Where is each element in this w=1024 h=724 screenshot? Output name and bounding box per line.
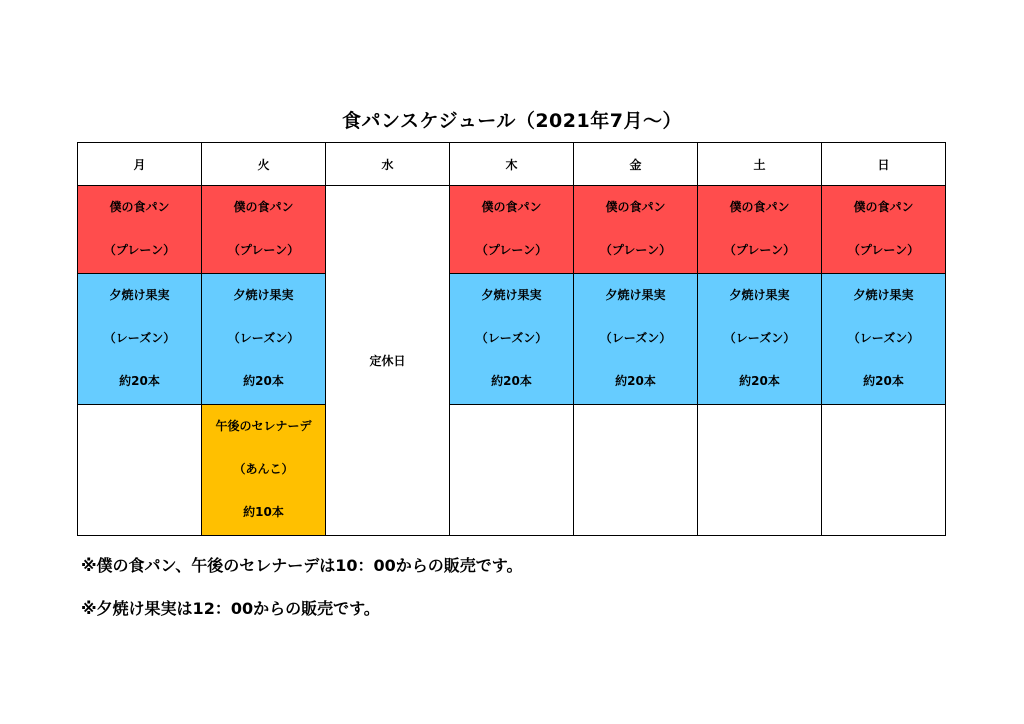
cell-fri-yuyake	[574, 274, 698, 405]
product-name: 夕焼け果実	[233, 288, 294, 302]
product-name: 僕の食パン	[481, 200, 542, 214]
product-count: 約20本	[243, 374, 284, 388]
product-variant: （レーズン）	[227, 331, 300, 345]
product-variant: （あんこ）	[233, 462, 294, 476]
product-variant: （レーズン）	[847, 331, 920, 345]
day-header-thu: 木	[450, 143, 574, 186]
product-name: 午後のセレナーデ	[215, 419, 312, 433]
product-count: 約10本	[243, 505, 284, 519]
product-name: 僕の食パン	[729, 200, 790, 214]
product-variant: （レーズン）	[475, 331, 548, 345]
cell-sun-empty	[822, 405, 946, 536]
product-variant: （プレーン）	[847, 243, 920, 257]
product-variant: （レーズン）	[723, 331, 796, 345]
product-name: 僕の食パン	[109, 200, 170, 214]
cell-tue-serenade	[202, 405, 326, 536]
day-header-tue: 火	[202, 143, 326, 186]
product-count: 約20本	[119, 374, 160, 388]
cell-sat-yuyake	[698, 274, 822, 405]
day-header-sun: 日	[822, 143, 946, 186]
cell-thu-empty	[450, 405, 574, 536]
product-variant: （プレーン）	[103, 243, 176, 257]
product-name: 夕焼け果実	[853, 288, 914, 302]
day-header-wed: 水	[326, 143, 450, 186]
product-name: 夕焼け果実	[481, 288, 542, 302]
cell-tue-yuyake	[202, 274, 326, 405]
product-name: 夕焼け果実	[109, 288, 170, 302]
table-row	[78, 405, 946, 536]
product-count: 約20本	[491, 374, 532, 388]
product-variant: （プレーン）	[599, 243, 672, 257]
table-row	[78, 186, 946, 274]
cell-sat-shokupan	[698, 186, 822, 274]
cell-thu-shokupan	[450, 186, 574, 274]
cell-sun-yuyake	[822, 274, 946, 405]
product-variant: （プレーン）	[227, 243, 300, 257]
product-name: 夕焼け果実	[729, 288, 790, 302]
page-title: 食パンスケジュール（2021年7月～）	[342, 110, 682, 132]
cell-wed-closed	[326, 186, 450, 536]
closed-label: 定休日	[369, 354, 406, 368]
product-name: 僕の食パン	[853, 200, 914, 214]
product-variant: （プレーン）	[723, 243, 796, 257]
cell-mon-yuyake	[78, 274, 202, 405]
product-count: 約20本	[739, 374, 780, 388]
product-variant: （プレーン）	[475, 243, 548, 257]
product-count: 約20本	[615, 374, 656, 388]
cell-fri-empty	[574, 405, 698, 536]
cell-fri-shokupan	[574, 186, 698, 274]
schedule-table	[77, 142, 946, 536]
product-name: 僕の食パン	[605, 200, 666, 214]
note-sales-time-2: ※夕焼け果実は12：00からの販売です。	[81, 599, 380, 618]
day-header-sat: 土	[698, 143, 822, 186]
product-name: 夕焼け果実	[605, 288, 666, 302]
day-header-mon: 月	[78, 143, 202, 186]
product-name: 僕の食パン	[233, 200, 294, 214]
table-header-row	[78, 143, 946, 186]
cell-mon-shokupan	[78, 186, 202, 274]
note-sales-time-1: ※僕の食パン、午後のセレナーデは10：00からの販売です。	[81, 556, 523, 575]
cell-thu-yuyake	[450, 274, 574, 405]
product-count: 約20本	[863, 374, 904, 388]
cell-tue-shokupan	[202, 186, 326, 274]
cell-mon-empty	[78, 405, 202, 536]
cell-sat-empty	[698, 405, 822, 536]
day-header-fri: 金	[574, 143, 698, 186]
table-row	[78, 274, 946, 405]
cell-sun-shokupan	[822, 186, 946, 274]
product-variant: （レーズン）	[599, 331, 672, 345]
product-variant: （レーズン）	[103, 331, 176, 345]
